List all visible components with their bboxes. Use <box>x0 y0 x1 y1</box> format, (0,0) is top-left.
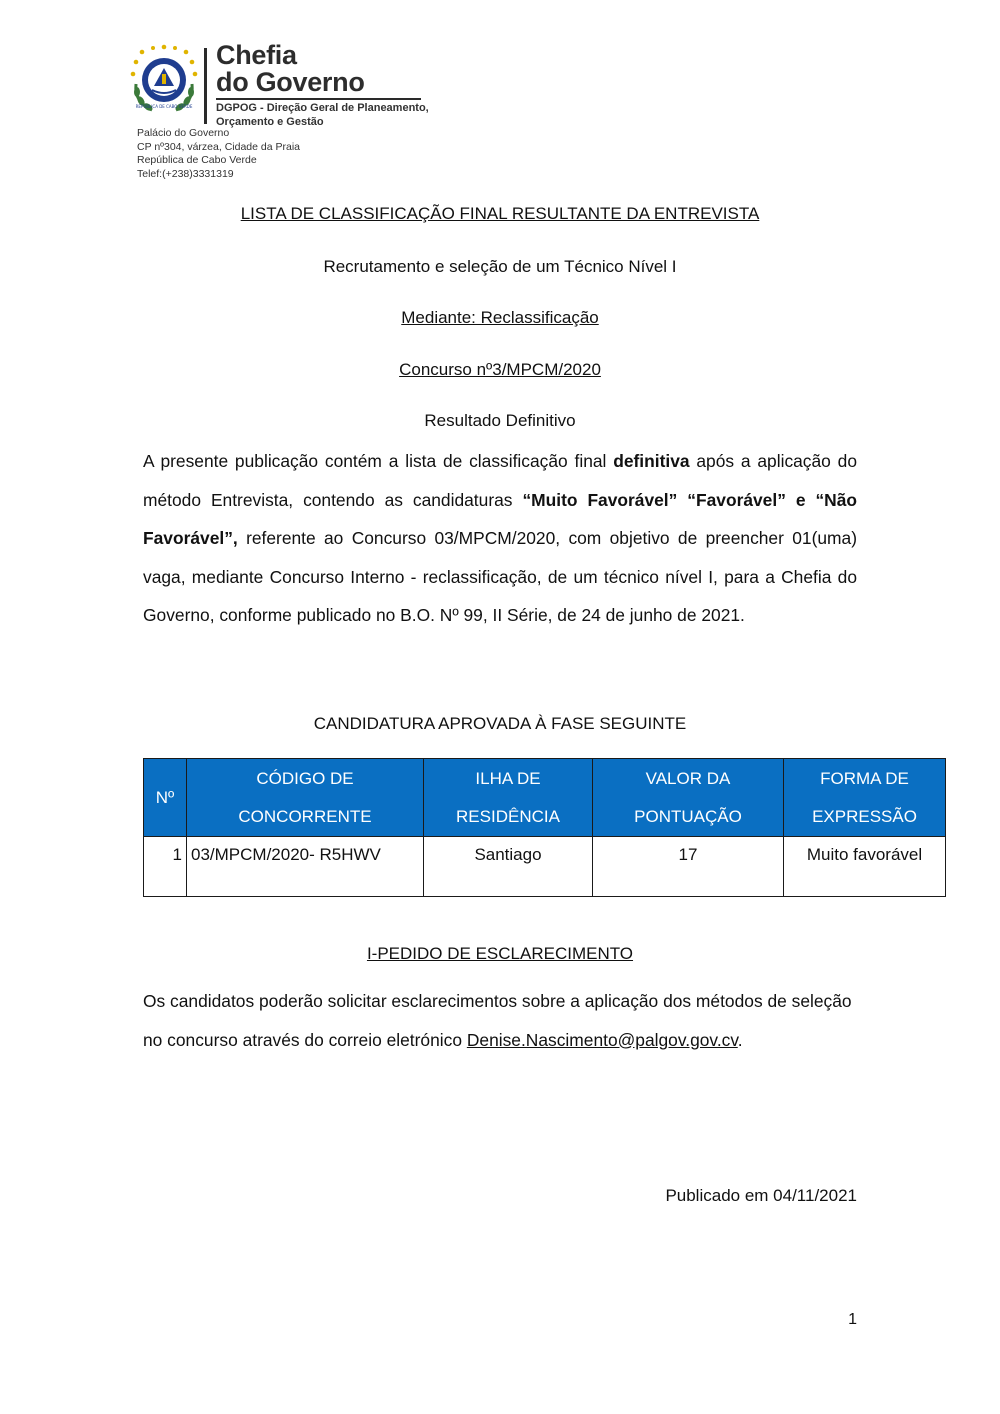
org-subtitle: DGPOG - Direção Geral de Planeamento, Orçamento e Gestão <box>216 102 429 128</box>
cell-num: 1 <box>144 837 187 897</box>
para-text-3: referente ao Concurso 03/MPCM/2020, com objetivo de preencher 01(uma) vaga, mediante Concurso Interno - reclassificação, de um técnico nível I, para a Chefia do Governo, conforme publicado no B.O. Nº 99, II Série, de 24 de junho de 2021. <box>143 528 857 625</box>
clarification-section <box>143 944 857 1050</box>
page-number: 1 <box>848 1311 857 1328</box>
org-rule <box>216 98 421 100</box>
address-line: República de Cabo Verde <box>137 154 257 166</box>
header-form-line2: EXPRESSÃO <box>812 806 917 826</box>
classification-table <box>143 758 946 897</box>
address-block <box>137 127 300 181</box>
clarification-text <box>143 982 857 1059</box>
cell-island: Santiago <box>424 837 593 897</box>
cell-code: 03/MPCM/2020- R5HWV <box>187 837 424 897</box>
para-text-2: após a aplicação do método Entrevista, contendo as candidaturas <box>143 451 858 510</box>
clarification-title: I-PEDIDO DE ESCLARECIMENTO <box>366 944 634 963</box>
table-header-row <box>144 759 946 837</box>
document-subtitle: Recrutamento e seleção de um Técnico Nível I <box>323 257 677 276</box>
address-line: CP nº304, várzea, Cidade da Praia <box>137 140 300 153</box>
header-logo <box>128 40 429 128</box>
header-code-line1: CÓDIGO DE <box>256 768 354 788</box>
address-line: Palácio do Governo <box>137 127 230 139</box>
header-island <box>424 759 593 837</box>
para-bold-1: definitiva <box>613 451 690 471</box>
seal-text: REPÚBLICA DE CABO VERDE <box>135 104 193 109</box>
clarification-body: Os candidatos poderão solicitar esclarecimentos sobre a aplicação dos métodos de seleção no concurso através do correio eletrónico <box>143 991 852 1050</box>
header-num: Nº <box>144 759 187 837</box>
clarification-email-link[interactable]: Denise.Nascimento@palgov.gov.cv <box>466 1029 738 1050</box>
org-name-line2: do Governo <box>216 67 365 97</box>
cell-value: 17 <box>593 837 784 897</box>
address-line: Telef:(+238)3331319 <box>137 167 234 180</box>
header-value-line2: PONTUAÇÃO <box>634 806 742 826</box>
header-form <box>784 759 946 837</box>
org-name <box>216 42 365 96</box>
intro-paragraph <box>143 442 857 635</box>
para-text-1: A presente publicação contém a lista de classificação final <box>143 451 614 471</box>
table-heading: CANDIDATURA APROVADA À FASE SEGUINTE <box>313 714 687 733</box>
header-value <box>593 759 784 837</box>
header-code <box>187 759 424 837</box>
para-bold-2: “Muito Favorável” “Favorável” e “Não Favorável”, <box>143 489 858 548</box>
publication-date: Publicado em 04/11/2021 <box>665 1186 857 1205</box>
header-code-line2: CONCORRENTE <box>238 806 372 826</box>
table-row <box>144 837 946 897</box>
header-value-line1: VALOR DA <box>645 768 731 788</box>
cabo-verde-coat-of-arms-icon <box>128 44 200 116</box>
header-form-line1: FORMA DE <box>820 768 909 788</box>
recruitment-mode: Mediante: Reclassificação <box>401 308 599 327</box>
clarification-end: . <box>737 1029 743 1050</box>
header-island-line2: RESIDÊNCIA <box>456 806 560 826</box>
logo-divider <box>204 48 207 124</box>
header-island-line1: ILHA DE <box>475 768 541 788</box>
contest-number: Concurso nº3/MPCM/2020 <box>399 360 601 379</box>
cell-form: Muito favorável <box>784 837 946 897</box>
org-name-line1: Chefia <box>216 40 297 70</box>
document-title: LISTA DE CLASSIFICAÇÃO FINAL RESULTANTE DA ENTREVISTA <box>240 204 760 223</box>
result-heading: Resultado Definitivo <box>424 411 576 430</box>
